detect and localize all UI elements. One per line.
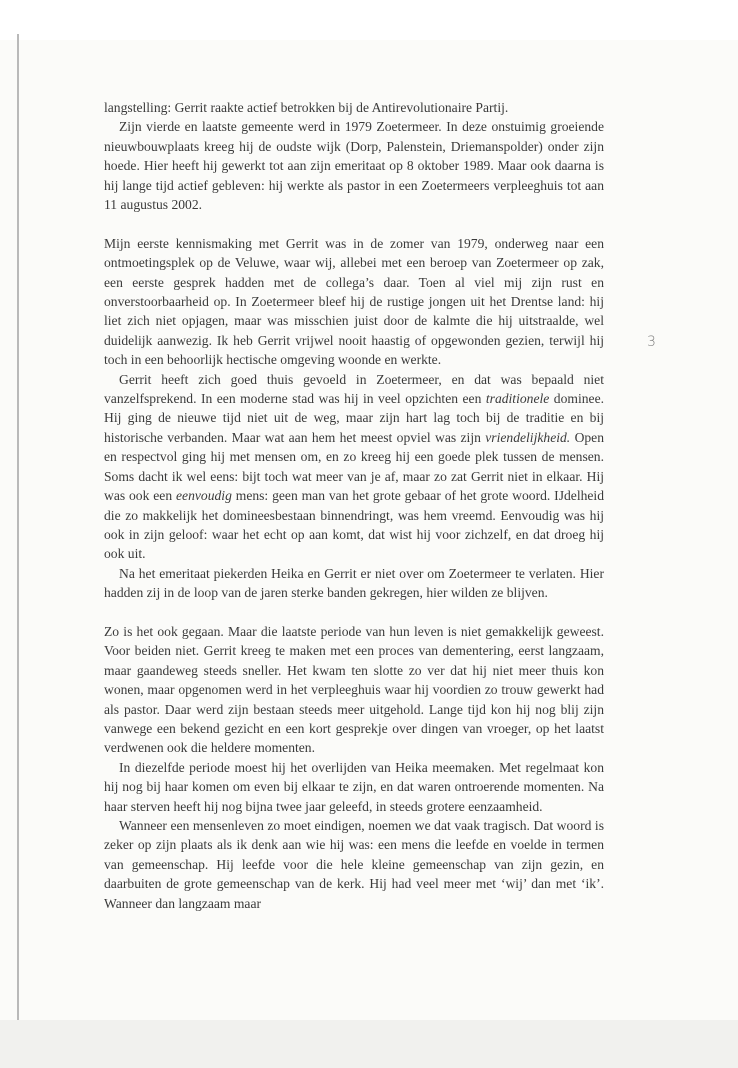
paragraph: Wanneer een mensenleven zo moet eindigen, noemen we dat vaak tragisch. Dat woord is zeker op zijn plaats als ik denk aan wie hij was: een mens die leefde en voelde in termen van gemeenschap. Hij leefde voor die hele kleine gemeenschap van zijn gezin, en daarbuiten de grote gemeenschap van de kerk. Hij had veel meer met ‘wij’ dan met ‘ik’. Wanneer dan langzaam maar (104, 818, 604, 911)
scan-bottom-edge (0, 1020, 738, 1068)
emphasis: eenvoudig (176, 488, 232, 504)
paragraph: Zo is het ook gegaan. Maar die laatste periode van hun leven is niet gemakkelijk geweest. Voor beiden niet. Gerrit kreeg te maken met een proces van dementering, eerst langzaam, maar gaandeweg steeds sneller. Het kwam ten slotte zo ver dat hij niet meer thuis kon wonen, maar opgenomen werd in het verpleeghuis waar hij voordien zo trouw gewerkt had als pastor. Daar werd zijn bestaan steeds meer uitgehold. Lange tijd kon hij nog blij zijn vanwege een bekend gezicht en een kort gesprekje over dingen van vroeger, op het laatst verdwenen ook die heldere momenten. (104, 623, 604, 756)
page-number: 3 (647, 334, 656, 350)
body-text (104, 98, 604, 913)
paragraph: Na het emeritaat piekerden Heika en Gerrit er niet over om Zoetermeer te verlaten. Hier hadden zij in de loop van de jaren sterke banden gekregen, hier wilden ze blijven. (104, 565, 604, 601)
book-spine-edge (17, 34, 19, 1020)
paragraph: Mijn eerste kennismaking met Gerrit was in de zomer van 1979, onderweg naar een ontmoetingsplek op de Veluwe, waar wij, allebei met een beroep van Zoetermeer op zak, een eerste gesprek hadden met de collega’s daar. Toen al viel mij zijn rust en onverstoorbaarheid op. In Zoetermeer bleef hij de rustige jongen uit het Drentse land: hij liet zich niet opjagen, maar was misschien juist door de kalmte die hij uitstraalde, wel duidelijk aanwezig. Ik heb Gerrit vrijwel nooit haastig of opgewonden gezien, terwijl hij toch in een behoorlijk hectische omgeving woonde en werkte. (104, 235, 604, 368)
emphasis: traditionele (485, 391, 550, 407)
emphasis: vriendelijkheid. (485, 429, 571, 445)
paragraph: langstelling: Gerrit raakte actief betrokken bij de Antirevolutionaire Partij. (104, 100, 509, 115)
paragraph: Gerrit heeft zich goed thuis gevoeld in Zoetermeer, en dat was bepaald niet vanzelfsprekend. In een moderne stad was hij in veel opzichten een traditionele dominee. Hij ging de nieuwe tijd niet uit de weg, maar zijn hart lag toch bij de traditie en bij historische verbanden. Maar wat aan hem het meest opviel was zijn vriendelijkheid. Open en respectvol ging hij met mensen om, en zo kreeg hij een goede plek tussen de mensen. Soms dacht ik wel eens: bijt toch wat meer van je af, maar zo zat Gerrit niet in elkaar. Hij was ook een eenvoudig mens: geen man van het grote gebaar of het grote woord. IJdelheid die zo makkelijk het domineesbestaan binnendringt, was hem vreemd. Eenvoudig was hij ook in zijn geloof: waar het echt op aan komt, dat wist hij voor zichzelf, en dat droeg hij ook uit. (104, 371, 605, 562)
paragraph: In diezelfde periode moest hij het overlijden van Heika meemaken. Met regelmaat kon hij nog bij haar komen om even bij elkaar te zijn, en dat waren ontroerende momenten. Na haar sterven heeft hij nog bijna twee jaar geleefd, in steeds grotere eenzaamheid. (104, 759, 604, 814)
scan-top-margin (0, 0, 738, 40)
paragraph: Zijn vierde en laatste gemeente werd in 1979 Zoetermeer. In deze onstuimig groeiende nieuwbouwplaats kreeg hij de oudste wijk (Dorp, Palenstein, Driemanspolder) onder zijn hoede. Hier heeft hij gewerkt tot aan zijn emeritaat op 8 oktober 1989. Maar ook daarna is hij lange tijd actief gebleven: hij werkte als pastor in een Zoetermeers verpleeghuis tot aan 11 augustus 2002. (104, 119, 604, 213)
